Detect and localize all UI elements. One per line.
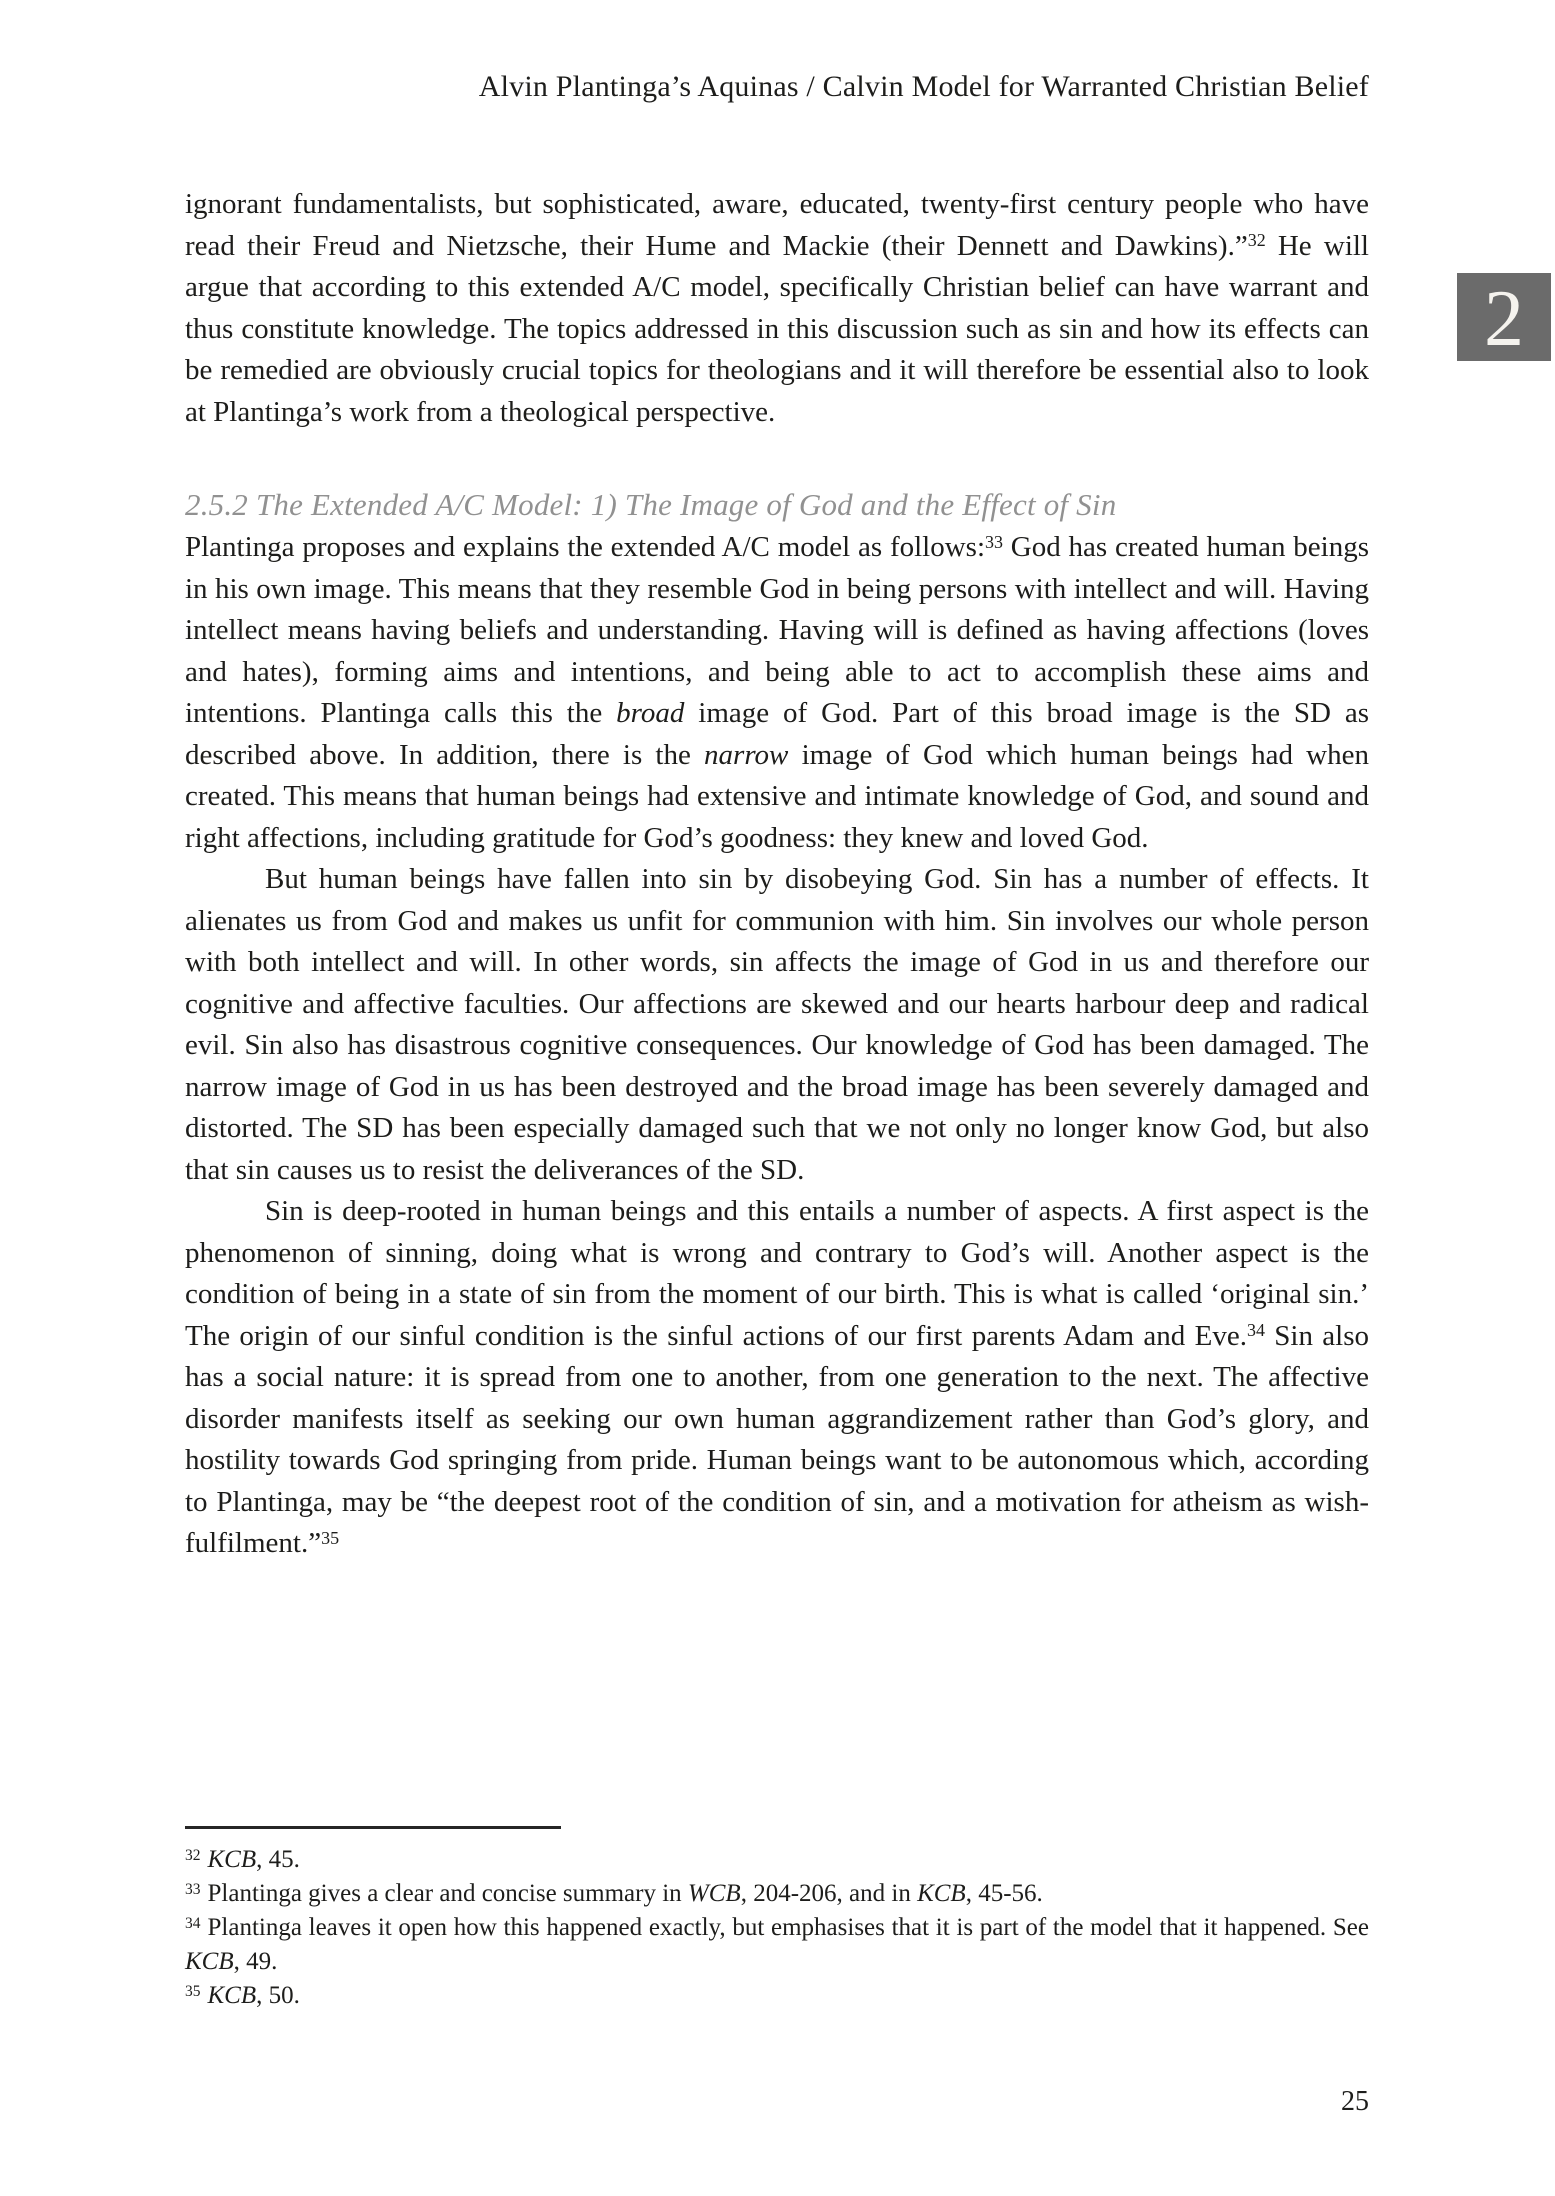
footnote-number: 33 xyxy=(185,1881,201,1899)
footnote-35 xyxy=(185,1979,1369,2013)
body-paragraph-2: Plantinga proposes and explains the extended A/C model as follows:$^{33}$ God has created human beings in his own image. This means that they resemble God in being persons with intellect and will. Having intellect means having beliefs and understanding. Having will is defined as having affections (loves and hates), forming aims and intentions, and being able to act to accomplish these aims and intentions. Plantinga calls this the broad image of God. Part of this broad image is the SD as described above. In addition, there is the narrow image of God which human beings had when created. This means that human beings had extensive and intimate knowledge of God, and sound and right affections, including gratitude for God’s goodness: they knew and loved God. xyxy=(185,531,1369,854)
footnote-text: Plantinga gives a clear and concise summary in WCB, 204-206, and in KCB, 45-56. xyxy=(207,1880,1043,1907)
page-number: 25 xyxy=(1341,2086,1369,2117)
footnote-separator-rule xyxy=(185,1826,561,1829)
body-paragraph-3: But human beings have fallen into sin by disobeying God. Sin has a number of effects. It alienates us from God and makes us unfit for communion with him. Sin involves our whole person with both intellect and will. In other words, sin affects the image of God in us and therefore our cognitive and affective faculties. Our affections are skewed and our hearts harbour deep and radical evil. Sin also has disastrous cognitive consequences. Our knowledge of God has been damaged. The narrow image of God in us has been destroyed and the broad image has been severely damaged and distorted. The SD has been especially damaged such that we not only no longer know God, but also that sin causes us to resist the deliverances of the SD. xyxy=(185,863,1369,1186)
running-header: Alvin Plantinga’s Aquinas / Calvin Model for Warranted Christian Belief xyxy=(478,70,1369,103)
section-heading: 2.5.2 The Extended A/C Model: 1) The Image of God and the Effect of Sin xyxy=(185,487,1117,522)
footnote-number: 32 xyxy=(185,1847,201,1865)
footnote-34 xyxy=(185,1911,1369,1979)
chapter-number: 2 xyxy=(1484,275,1524,363)
chapter-tab xyxy=(1457,273,1551,361)
body-paragraph-4: Sin is deep-rooted in human beings and this entails a number of aspects. A first aspect is the phenomenon of sinning, doing what is wrong and contrary to God’s will. Another aspect is the condition of being in a state of sin from the moment of our birth. This is what is called ‘original sin.’ The origin of our sinful condition is the sinful actions of our first parents Adam and Eve.$^{34}$ Sin also has a social nature: it is spread from one to another, from one generation to the next. The affective disorder manifests itself as seeking our own human aggrandizement rather than God’s glory, and hostility towards God springing from pride. Human beings want to be autonomous which, according to Plantinga, may be “the deepest root of the condition of sin, and a motivation for atheism as wish-fulfilment.”$^{35}$ xyxy=(185,1195,1370,1559)
footnote-number: 35 xyxy=(185,1983,201,2001)
footnotes-section xyxy=(185,1826,1369,2013)
body-paragraph-1: ignorant fundamentalists, but sophisticated, aware, educated, twenty-first century people who have read their Freud and Nietzsche, their Hume and Mackie (their Dennett and Dawkins).”$^{32}$ He will argue that according to this extended A/C model, specifically Christian belief can have warrant and thus constitute knowledge. The topics addressed in this discussion such as sin and how its effects can be remedied are obviously crucial topics for theologians and it will therefore be essential also to look at Plantinga’s work from a theological perspective. xyxy=(185,188,1369,428)
footnote-number: 34 xyxy=(185,1915,201,1933)
footnote-33 xyxy=(185,1877,1369,1911)
footnote-text: KCB, 50. xyxy=(207,1982,300,2009)
footnote-32 xyxy=(185,1843,1369,1877)
footnote-text: Plantinga leaves it open how this happened exactly, but emphasises that it is part of the model that it happened. See KCB, 49. xyxy=(185,1914,1369,1975)
main-text-column xyxy=(185,184,1369,1565)
footnote-text: KCB, 45. xyxy=(207,1846,300,1873)
